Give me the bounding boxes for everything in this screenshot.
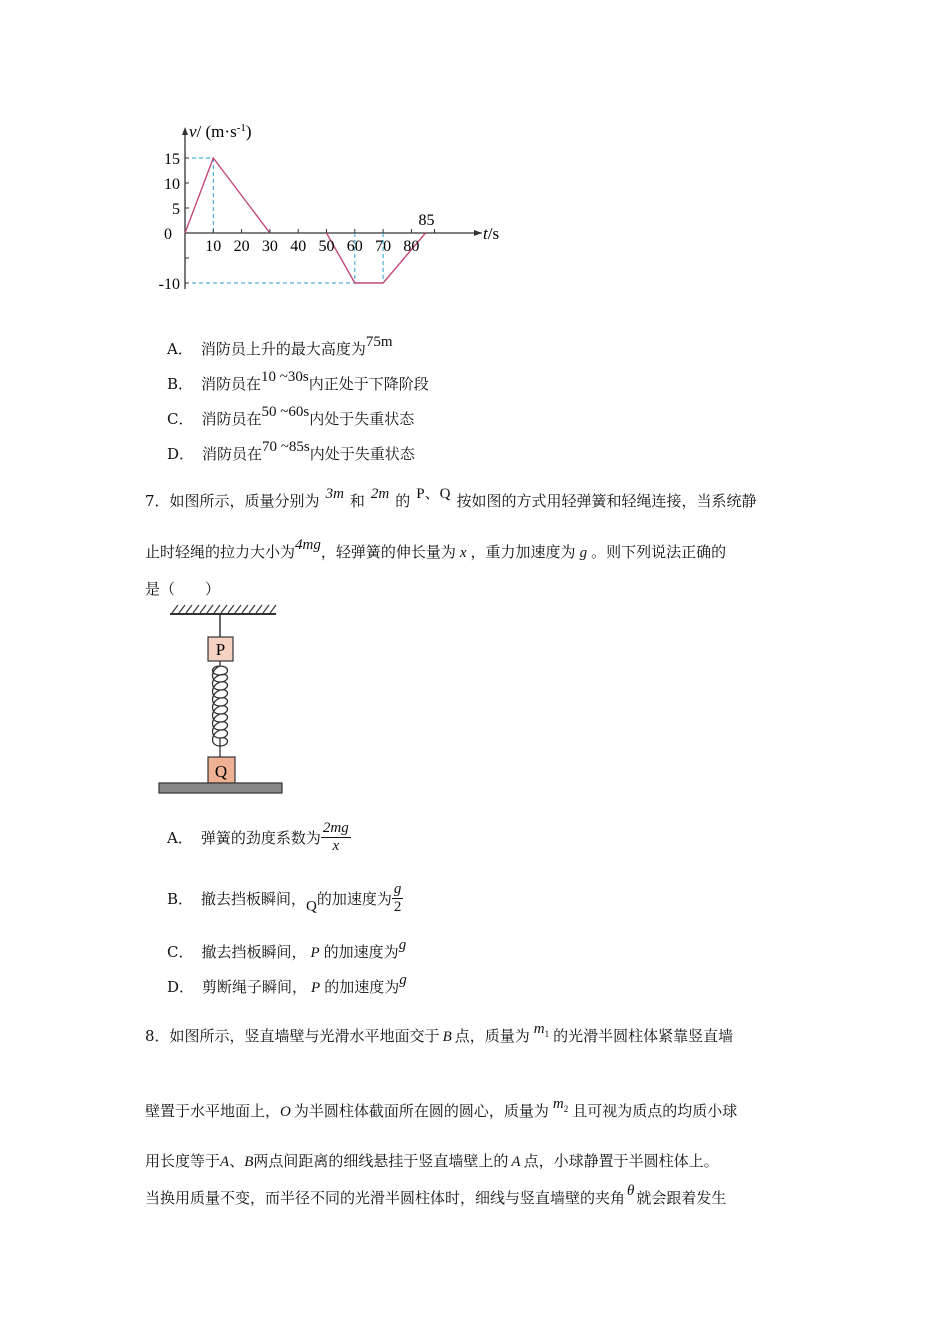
- y-tick-label: 10: [164, 176, 180, 193]
- point-a: A: [511, 1154, 521, 1170]
- option-text-post: 的加速度为: [323, 943, 399, 961]
- mass-p: 3m: [325, 486, 344, 502]
- point-b: B: [244, 1154, 254, 1170]
- option-text-post: 的加速度为: [324, 978, 400, 996]
- option-text-post: 内正处于下降阶段: [308, 375, 429, 393]
- option-letter: D．: [167, 978, 195, 996]
- fraction-2mg-over-x: $\frac{2mg}{x}$: [322, 820, 349, 854]
- option-letter: B．: [167, 890, 194, 908]
- point-b: B: [442, 1029, 452, 1045]
- q8-line-1: 8．如图所示，竖直墙壁与光滑水平地面交于 B 点，质量为 $m_1$ 的光滑半圆柱体紧靠竖直墙: [145, 1021, 734, 1045]
- x-axis-arrow: [474, 230, 482, 236]
- x-tick-label: 40: [290, 238, 307, 255]
- option-text: 消防员在: [201, 375, 262, 393]
- body-p: P: [310, 945, 320, 961]
- x-axis-label: t/s: [483, 224, 500, 243]
- support-plate: [159, 783, 282, 793]
- y-tick-label: 15: [164, 151, 180, 168]
- q6-option-b[interactable]: [167, 369, 429, 394]
- mass-m1: $m_1$: [533, 1021, 550, 1039]
- option-letter: C．: [167, 943, 194, 961]
- option-math: 75m: [365, 334, 393, 350]
- x-tick-label: 30: [261, 238, 278, 255]
- body-q: Q: [306, 898, 317, 915]
- velocity-series-0: [185, 158, 270, 233]
- q7-option-b[interactable]: [167, 881, 403, 916]
- velocity-time-chart: [150, 115, 520, 305]
- option-text-post: 内处于失重状态: [309, 445, 415, 463]
- ceiling-hatch: [172, 605, 276, 613]
- option-text: 撤去挡板瞬间，: [201, 943, 307, 961]
- q7-option-d[interactable]: [167, 972, 407, 997]
- point-o: O: [280, 1104, 291, 1120]
- q8-line-4: 当换用质量不变，而半径不同的光滑半圆柱体时，细线与竖直墙壁的夹角 θ 就会跟着发生: [145, 1183, 727, 1207]
- y-tick-label: -10: [158, 276, 180, 293]
- option-value: g: [398, 937, 407, 953]
- body-p: P: [311, 980, 321, 996]
- option-text-post: 的加速度为: [316, 890, 392, 908]
- mass-q: 2m: [370, 486, 390, 502]
- x-tick-label: 70: [375, 238, 392, 255]
- q7-option-a[interactable]: [167, 820, 351, 855]
- option-text-post: 内处于失重状态: [309, 410, 415, 428]
- angle-theta: θ: [627, 1183, 635, 1199]
- x-tick-label: 50: [318, 238, 335, 255]
- tension-value: 4mg: [295, 537, 321, 553]
- x-tick-label-85: 85: [418, 212, 435, 229]
- y-tick-label: 0: [164, 226, 172, 243]
- option-text: 撤去挡板瞬间，: [201, 890, 307, 908]
- option-math: 70 ~85s: [262, 439, 310, 455]
- body-labels: P、Q: [416, 486, 451, 502]
- block-q-label: Q: [214, 762, 228, 781]
- gravity-symbol: g: [579, 545, 588, 561]
- x-tick-label: 60: [346, 238, 363, 255]
- q6-option-a[interactable]: [167, 334, 393, 359]
- option-letter: A．: [167, 340, 193, 358]
- q6-option-d[interactable]: [167, 439, 415, 464]
- question-number: 8．: [145, 1027, 170, 1045]
- q6-option-c[interactable]: [167, 404, 415, 429]
- q7-stem-line-3: 是（ ）: [145, 580, 221, 598]
- option-text: 剪断绳子瞬间，: [202, 978, 308, 996]
- option-value: g: [399, 972, 407, 988]
- mass-m2: $m_2$: [552, 1096, 569, 1114]
- extension-symbol: x: [459, 545, 467, 561]
- y-axis-arrow: [182, 127, 188, 135]
- y-tick-label: 5: [172, 201, 180, 218]
- option-text: 消防员上升的最大高度为: [200, 340, 366, 358]
- option-letter: D．: [167, 445, 195, 463]
- option-text: 消防员在: [201, 410, 262, 428]
- fraction-g-over-2: $\frac{g}{2}$: [393, 881, 402, 915]
- spring-system-figure: [150, 600, 295, 800]
- q8-line-2: 壁置于水平地面上，O 为半圆柱体截面所在圆的圆心，质量为 $m_2$ 且可视为质点的均质小球: [145, 1096, 738, 1120]
- q7-stem-line-1: 7．如图所示，质量分别为 3m 和 2m 的 P、Q 按如图的方式用轻弹簧和轻绳连接，当系统静: [145, 486, 757, 510]
- x-tick-label: 80: [403, 238, 420, 255]
- q7-stem-line-2: 止时轻绳的拉力大小为4mg，轻弹簧的伸长量为 x ，重力加速度为 g 。则下列说法正确的: [145, 537, 727, 561]
- option-math: 50 ~60s: [261, 404, 310, 420]
- option-text: 弹簧的劲度系数为: [200, 829, 321, 847]
- x-tick-label: 10: [205, 238, 222, 255]
- question-number: 7．: [145, 492, 170, 510]
- option-letter: C．: [167, 410, 194, 428]
- option-letter: B．: [167, 375, 194, 393]
- q8-line-3: 用长度等于A、B两点间距离的细线悬挂于竖直墙壁上的 A 点，小球静置于半圆柱体上。: [145, 1152, 719, 1170]
- option-math: 10 ~30s: [261, 369, 309, 385]
- x-tick-label: 20: [233, 238, 250, 255]
- option-text: 消防员在: [202, 445, 263, 463]
- block-p-label: P: [215, 640, 226, 659]
- q7-option-c[interactable]: [167, 937, 407, 962]
- option-letter: A．: [167, 829, 193, 847]
- spring: [213, 661, 228, 757]
- y-axis-label: v/ $(m\cdot s^{-1})$: [189, 122, 252, 141]
- point-a: A: [220, 1154, 230, 1170]
